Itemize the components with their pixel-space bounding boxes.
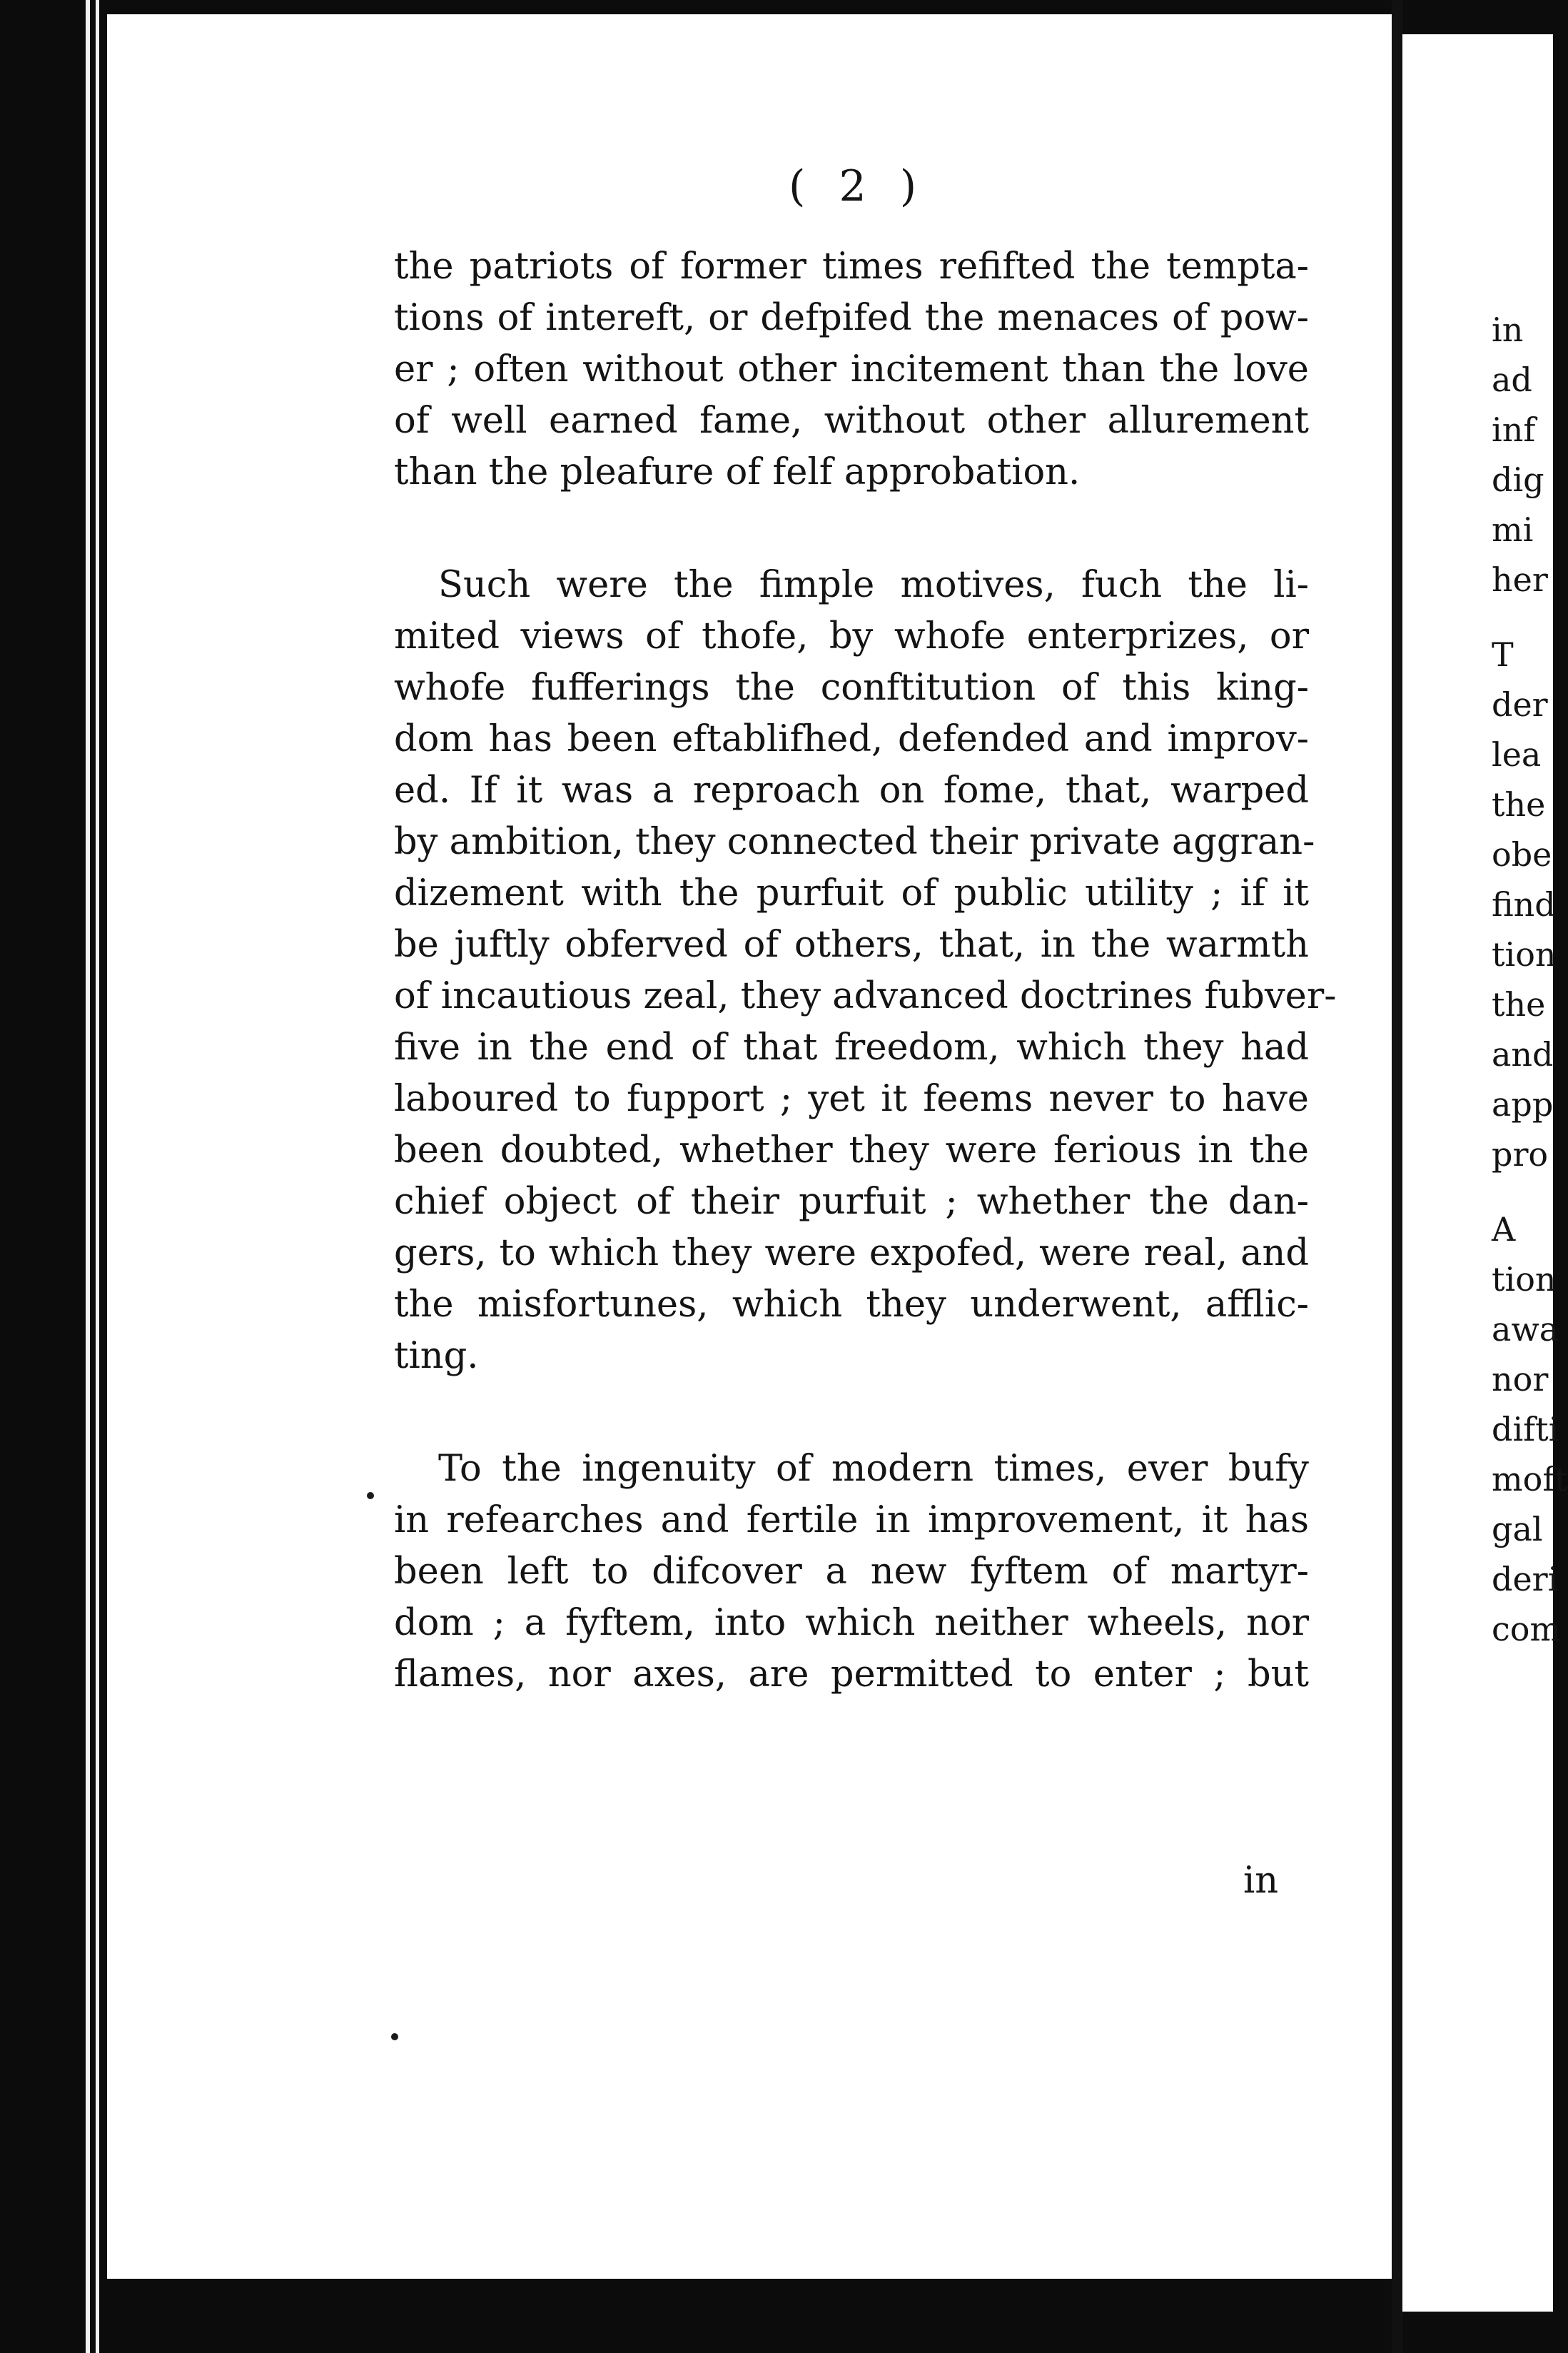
facing-page-line: her: [1492, 560, 1548, 599]
text-line: in refearches and fertile in improvement, it has: [394, 1499, 1309, 1541]
facing-page-line: der: [1492, 685, 1548, 724]
text-line: the misfortunes, which they underwent, afflic-: [394, 1284, 1309, 1326]
text-line: been doubted, whether they were ferious in the: [394, 1129, 1309, 1172]
facing-page-line: com: [1492, 1610, 1562, 1648]
text-line: of well earned fame, without other allurement: [394, 400, 1309, 442]
ink-speck: [391, 2033, 398, 2040]
text-line: been left to difcover a new fyftem of martyr-: [394, 1551, 1309, 1593]
text-line: of incautious zeal, they advanced doctrines fubver-: [394, 975, 1337, 1017]
text-line: tions of intereft, or defpifed the menaces of pow-: [394, 297, 1309, 339]
facing-page-line: pro: [1492, 1135, 1549, 1174]
page-edge-line: [96, 0, 99, 2353]
text-line: ting.: [394, 1335, 479, 1377]
catchword: in: [1243, 1860, 1279, 1902]
facing-page-line: deri: [1492, 1560, 1559, 1598]
facing-page-line: obe: [1492, 835, 1552, 874]
facing-page-line: and: [1492, 1035, 1554, 1074]
text-line: dom ; a fyftem, into which neither wheels, nor: [394, 1602, 1309, 1644]
facing-page-line: the: [1492, 985, 1546, 1024]
facing-page-line: nor: [1492, 1360, 1549, 1399]
book-gutter: [1392, 0, 1403, 2353]
text-line: whofe fufferings the conftitution of this king-: [394, 667, 1309, 709]
facing-page-line: ad: [1492, 361, 1532, 399]
ink-speck: [367, 1492, 374, 1499]
facing-page-line: A: [1492, 1210, 1516, 1249]
text-line: Such were the fimple motives, fuch the li-: [438, 564, 1309, 606]
text-line: flames, nor axes, are permitted to enter ; but: [394, 1653, 1309, 1696]
facing-page-line: dig: [1492, 460, 1544, 499]
page-edge-line: [86, 0, 90, 2353]
text-line: than the pleafure of felf approbation.: [394, 451, 1081, 493]
text-line: dom has been eftablifhed, defended and improv-: [394, 718, 1309, 760]
text-line: by ambition, they connected their private aggran-: [394, 821, 1315, 863]
text-line: er ; often without other incitement than the love: [394, 348, 1309, 391]
body-text: [394, 241, 1337, 1700]
facing-page-line: moft: [1492, 1460, 1568, 1498]
facing-page-line: the: [1492, 785, 1546, 824]
facing-page-line: T: [1492, 635, 1514, 674]
facing-page-line: in: [1492, 311, 1524, 349]
facing-page-line: mi: [1492, 510, 1534, 549]
text-line: To the ingenuity of modern times, ever bufy: [438, 1448, 1309, 1490]
text-line: chief object of their purfuit ; whether the dan-: [394, 1181, 1309, 1223]
page-number: ( 2 ): [789, 161, 927, 211]
facing-page-line: awa: [1492, 1310, 1559, 1349]
text-line: be juftly obferved of others, that, in the warmth: [394, 924, 1309, 966]
text-line: five in the end of that freedom, which they had: [394, 1027, 1309, 1069]
facing-page-line: find: [1492, 885, 1556, 924]
text-line: gers, to which they were expofed, were real, and: [394, 1232, 1309, 1274]
text-line: the patriots of former times refifted the tempta-: [394, 246, 1309, 288]
facing-page-line: difti: [1492, 1410, 1559, 1448]
text-line: laboured to fupport ; yet it feems never to have: [394, 1078, 1309, 1120]
facing-page-line: tion: [1492, 935, 1557, 974]
text-line: dizement with the purfuit of public utility ; if it: [394, 872, 1309, 915]
text-line: mited views of thofe, by whofe enterprizes, or: [394, 615, 1309, 657]
facing-page-line: app: [1492, 1085, 1554, 1124]
text-line: ed. If it was a reproach on fome, that, warped: [394, 770, 1309, 812]
facing-page-line: inf: [1492, 410, 1536, 449]
facing-page-line: lea: [1492, 735, 1542, 774]
facing-page-line: tion: [1492, 1260, 1557, 1299]
facing-page-line: gal: [1492, 1510, 1543, 1548]
